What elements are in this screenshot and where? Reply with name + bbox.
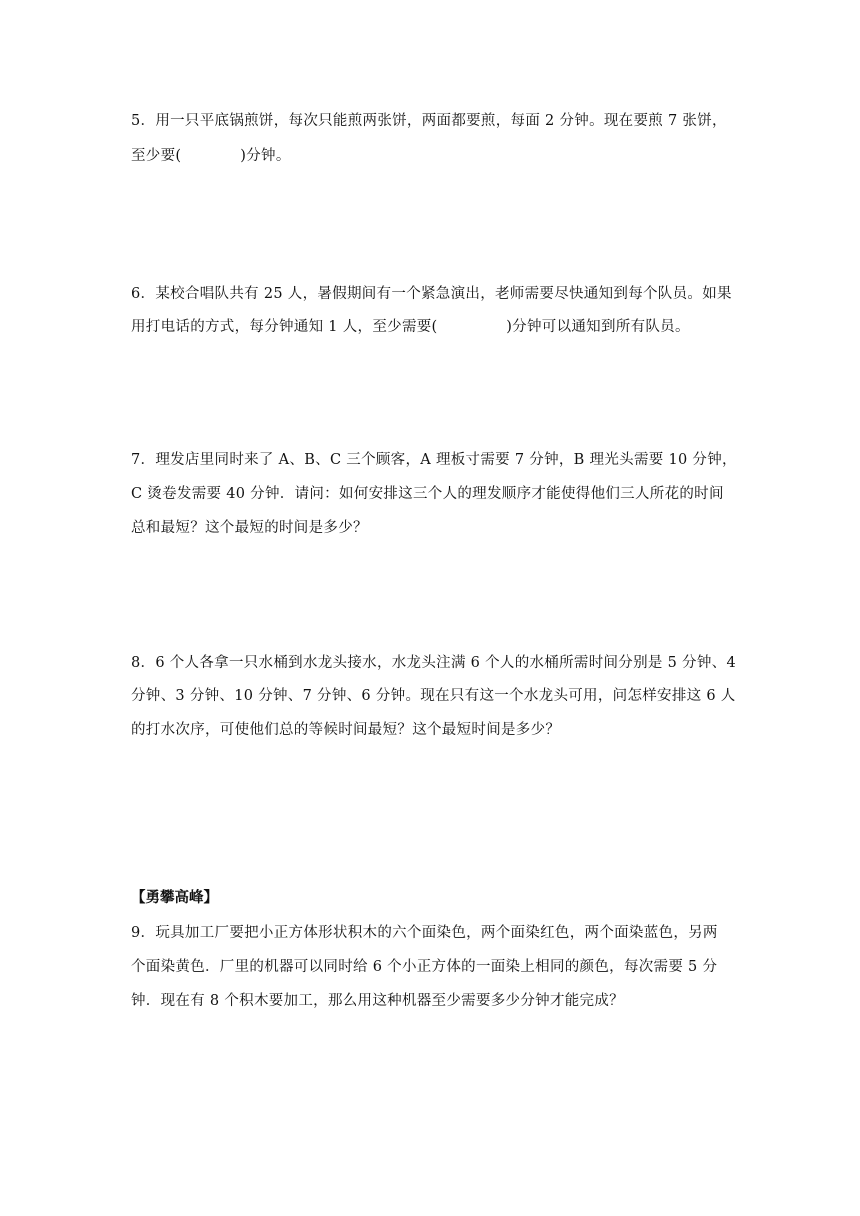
- question-8-line-1: 8．6 个人各拿一只水桶到水龙头接水，水龙头注满 6 个人的水桶所需时间分别是 5 分钟、4: [131, 655, 736, 671]
- question-6-line-1: 6．某校合唱队共有 25 人，暑假期间有一个紧急演出，老师需要尽快通知到每个队员。如果: [131, 286, 732, 302]
- question-7-line-1: 7．理发店里同时来了 A、B、C 三个顾客，A 理板寸需要 7 分钟，B 理光头需要 10 分钟，: [131, 452, 737, 468]
- section-heading: 【勇攀高峰】: [131, 890, 218, 906]
- question-9-line-3: 钟．现在有 8 个积木要加工，那么用这种机器至少需要多少分钟才能完成？: [131, 993, 624, 1009]
- question-5-line-2: 至少要( )分钟。: [131, 148, 291, 164]
- question-8-line-3: 的打水次序，可使他们总的等候时间最短？这个最短时间是多少？: [131, 722, 561, 738]
- question-9-line-2: 个面染黄色．厂里的机器可以同时给 6 个小正方体的一面染上相同的颜色，每次需要 5 分: [131, 959, 718, 975]
- question-9-line-1: 9．玩具加工厂要把小正方体形状积木的六个面染色，两个面染红色，两个面染蓝色，另两: [131, 925, 718, 941]
- question-8-line-2: 分钟、3 分钟、10 分钟、7 分钟、6 分钟。现在只有这一个水龙头可用，问怎样安排这 6 人: [131, 688, 736, 704]
- question-6-line-2: 用打电话的方式，每分钟通知 1 人，至少需要( )分钟可以通知到所有队员。: [131, 319, 690, 335]
- question-7-line-3: 总和最短？这个最短的时间是多少？: [131, 520, 368, 536]
- question-5-line-1: 5．用一只平底锅煎饼，每次只能煎两张饼，两面都要煎，每面 2 分钟。现在要煎 7 张饼，: [131, 113, 727, 129]
- question-7-line-2: C 烫卷发需要 40 分钟．请问：如何安排这三个人的理发顺序才能使得他们三人所花的时间: [131, 486, 724, 502]
